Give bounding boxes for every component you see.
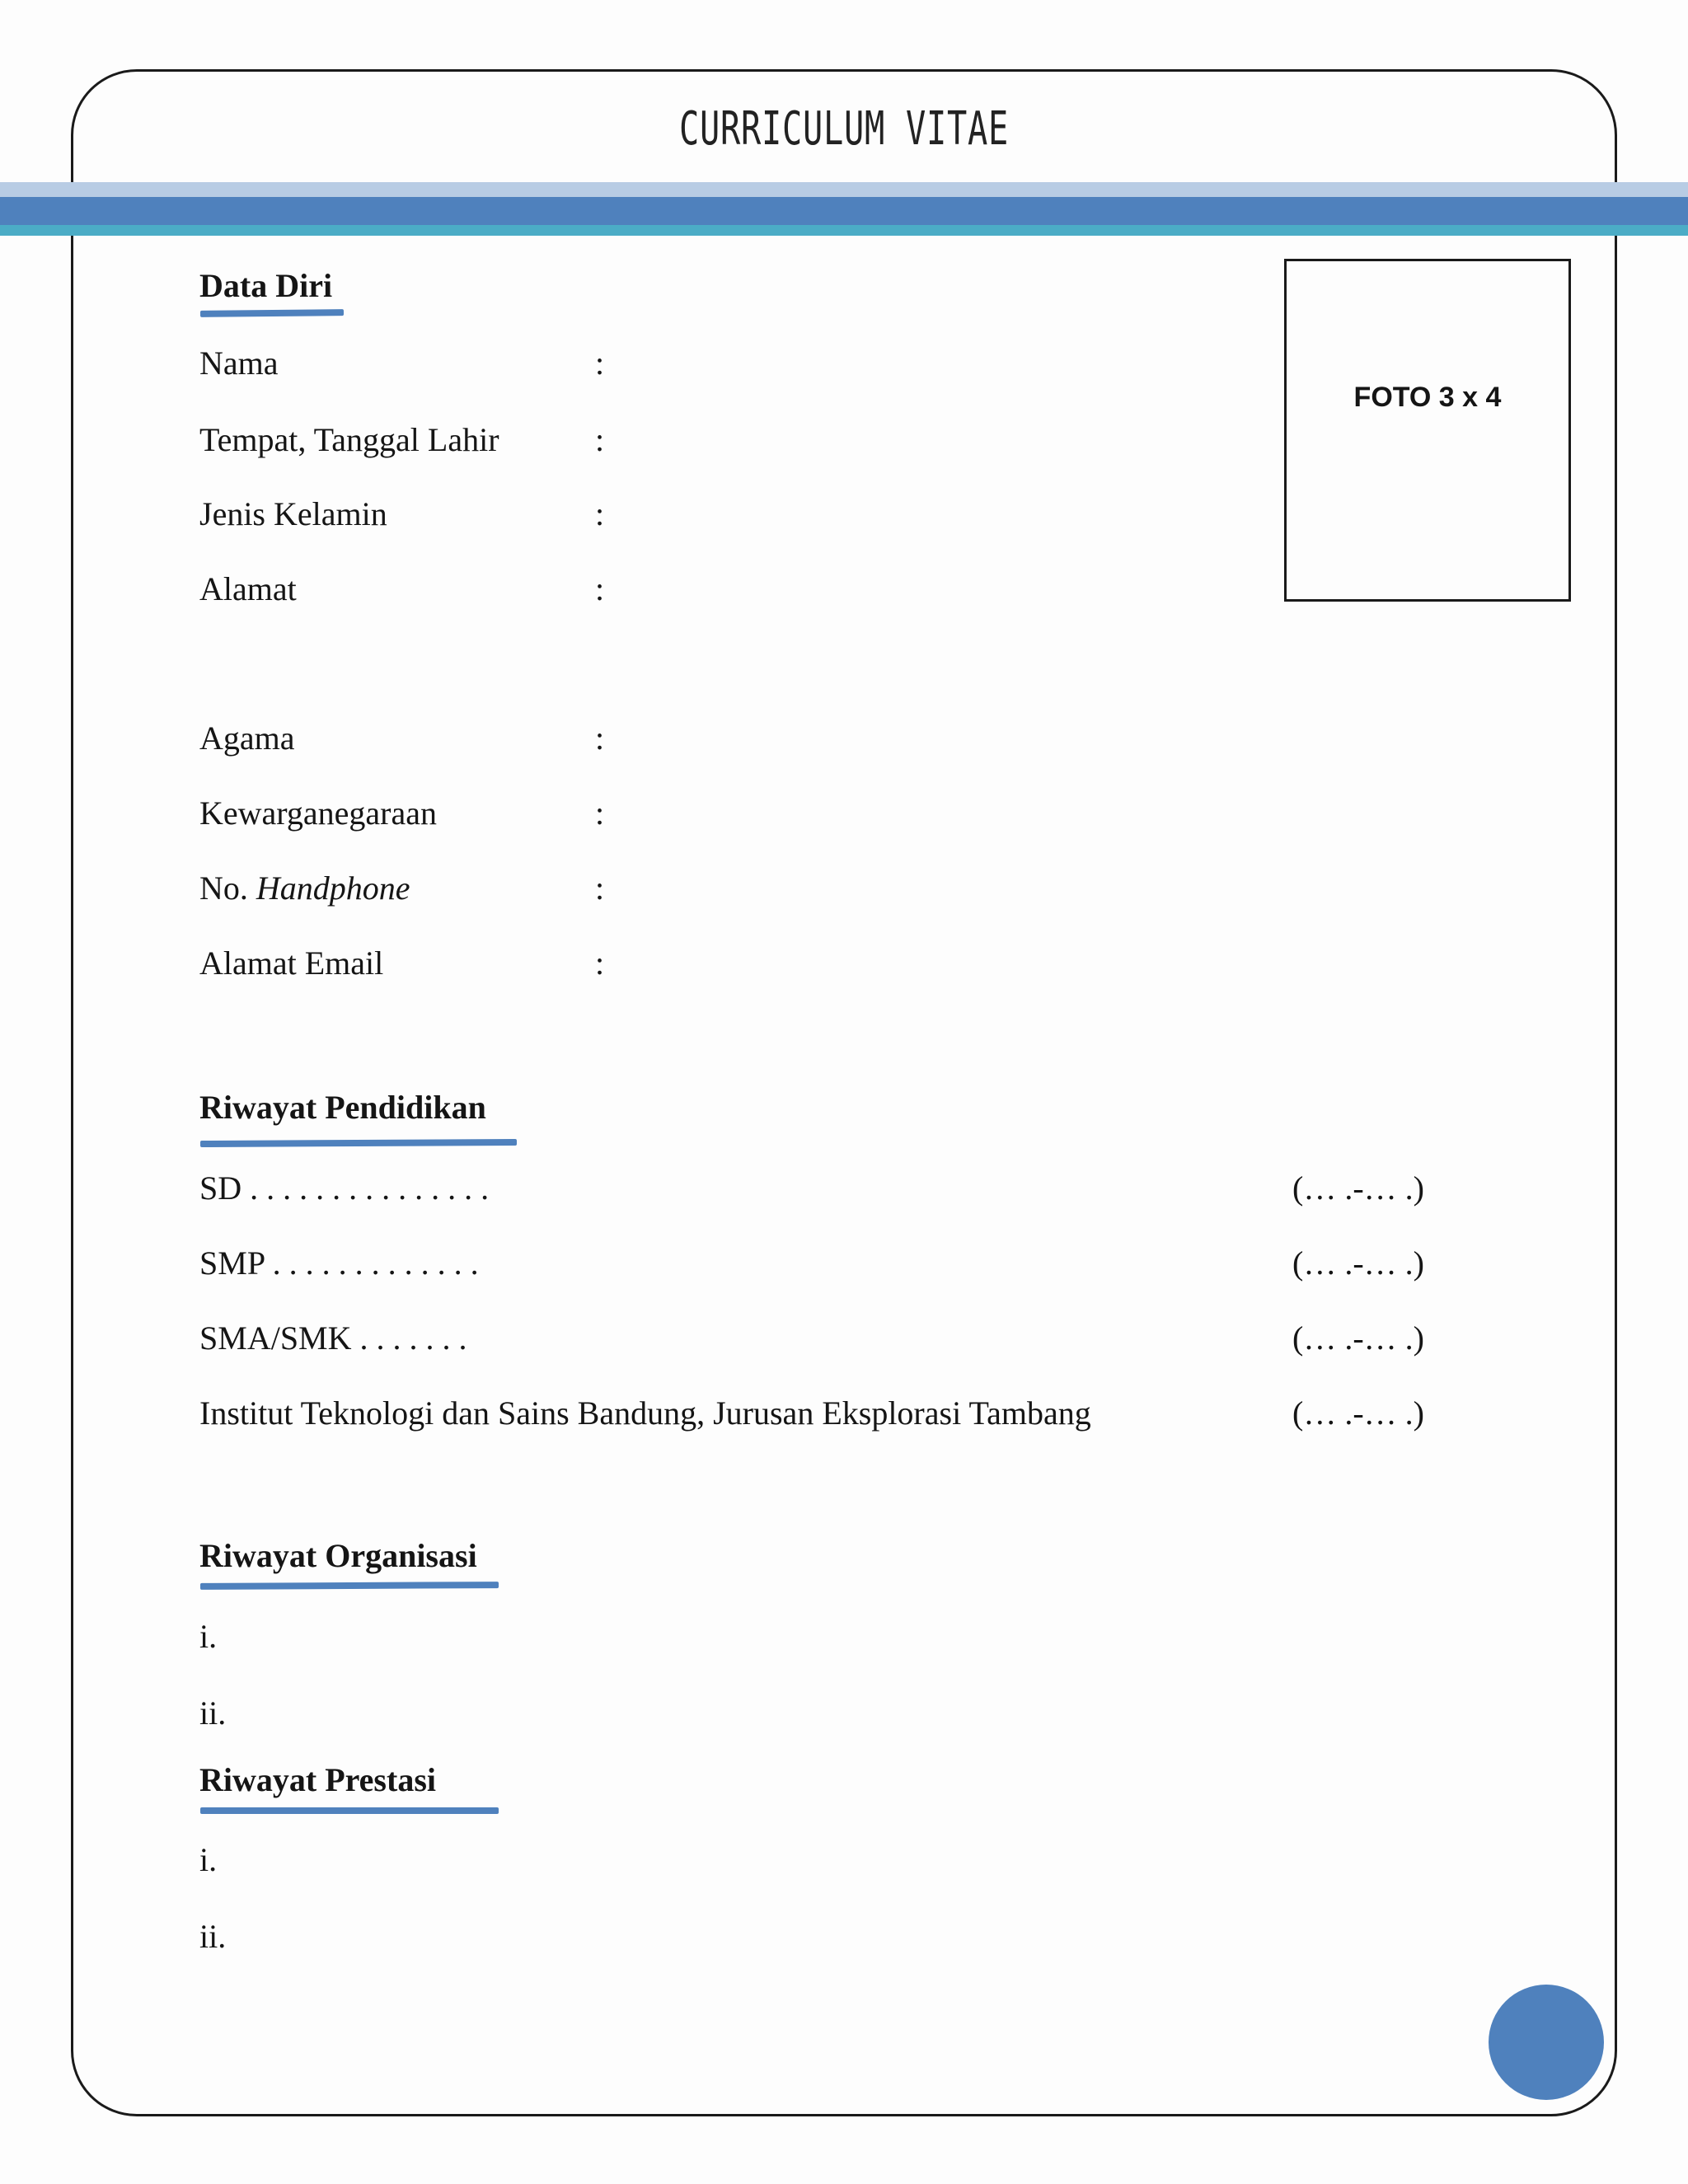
decorative-circle <box>1489 1985 1604 2100</box>
field-separator: : <box>595 495 605 532</box>
education-range: (… .-… .) <box>1292 1319 1424 1357</box>
organization-item: i. <box>199 1618 218 1655</box>
field-separator: : <box>595 719 605 757</box>
achievement-item: ii. <box>199 1918 227 1955</box>
field-label-handphone-prefix: No. <box>199 869 256 907</box>
section-heading-pendidikan: Riwayat Pendidikan <box>199 1089 486 1126</box>
field-label-handphone-italic: Handphone <box>256 869 410 907</box>
achievement-item: i. <box>199 1841 218 1878</box>
education-item-university: Institut Teknologi dan Sains Bandung, Jurusan Eksplorasi Tambang <box>199 1394 1091 1432</box>
field-separator: : <box>595 570 605 607</box>
photo-placeholder-label: FOTO 3 x 4 <box>1353 381 1502 413</box>
education-range: (… .-… .) <box>1292 1169 1424 1207</box>
document-title: CURRICULUM VITAE <box>679 102 1009 156</box>
education-item-sd: SD . . . . . . . . . . . . . . . <box>199 1169 490 1207</box>
field-label-agama: Agama <box>199 719 295 757</box>
field-separator: : <box>595 794 605 832</box>
header-band-light <box>0 182 1688 197</box>
field-separator: : <box>595 421 605 458</box>
education-item-sma: SMA/SMK . . . . . . . <box>199 1319 467 1357</box>
field-label-kewarganegaraan: Kewarganegaraan <box>199 794 437 832</box>
header-band-teal <box>0 225 1688 236</box>
field-label-ttl: Tempat, Tanggal Lahir <box>199 421 499 458</box>
field-label-alamat: Alamat <box>199 570 297 607</box>
header-band-dark <box>0 197 1688 225</box>
organization-item: ii. <box>199 1694 227 1732</box>
field-label-jenis-kelamin: Jenis Kelamin <box>199 495 387 532</box>
education-range: (… .-… .) <box>1292 1244 1424 1282</box>
field-separator: : <box>595 944 605 982</box>
section-heading-prestasi: Riwayat Prestasi <box>199 1761 436 1798</box>
field-separator: : <box>595 344 605 382</box>
field-separator: : <box>595 869 605 907</box>
education-range: (… .-… .) <box>1292 1394 1424 1432</box>
field-label-handphone <box>199 869 410 907</box>
photo-placeholder <box>1284 259 1571 602</box>
heading-underline <box>200 1807 499 1814</box>
field-label-email: Alamat Email <box>199 944 384 982</box>
education-item-smp: SMP . . . . . . . . . . . . . <box>199 1244 479 1282</box>
field-label-nama: Nama <box>199 344 279 382</box>
section-heading-data-diri: Data Diri <box>199 267 333 304</box>
section-heading-organisasi: Riwayat Organisasi <box>199 1537 477 1574</box>
